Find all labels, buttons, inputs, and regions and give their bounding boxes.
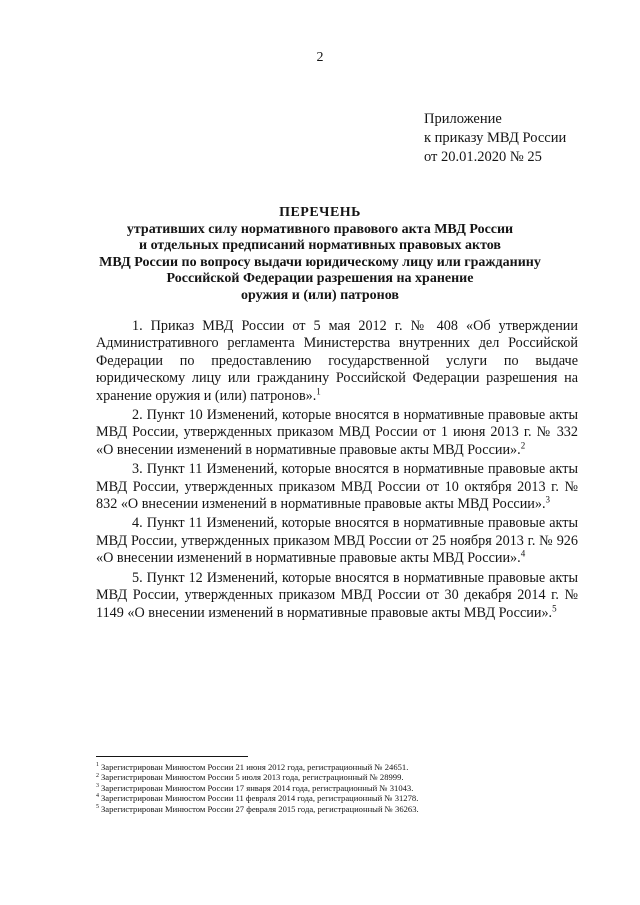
document-title: ПЕРЕЧЕНЬ [279,205,361,220]
document-title-block [0,205,640,304]
appendix-label: Приложение [424,111,502,127]
footnote-number: 4 [96,793,99,800]
list-item [96,318,578,405]
footnote-ref: 3 [545,494,551,505]
list-item [96,407,578,459]
list-item-text: 2. Пункт 10 Изменений, которые вносятся в нормативные правовые акты МВД России, утвержденных приказом МВД России от 1 июня 2013 г. № 332 «О внесении изменений в нормативные правовые акты МВД России». [96,407,578,458]
title-line: оружия и (или) патронов [241,287,399,303]
list-body [96,318,578,624]
page-number: 2 [316,50,324,65]
footnote-ref: 2 [520,440,526,451]
list-item-text: 3. Пункт 11 Изменений, которые вносятся в нормативные правовые акты МВД России, утвержденных приказом МВД России от 10 октября 2013 г. № 832 «О внесении изменений в нормативные правовые акты МВД России». [96,461,578,513]
footnote-number: 3 [96,782,99,789]
footnote [96,783,578,793]
footnote-text: Зарегистрирован Минюстом России 5 июля 2013 года, регистрационный № 28999. [101,772,404,783]
title-line: МВД России по вопросу выдачи юридическому лицу или гражданину [99,254,541,270]
footnote-number: 1 [96,762,99,769]
list-item [96,515,578,567]
title-line: Российской Федерации разрешения на хранение [166,271,474,286]
title-line: и отдельных предписаний нормативных правовых актов [139,238,501,253]
footnote-ref: 5 [552,602,557,613]
footnotes [96,762,578,814]
footnote-ref: 1 [316,385,321,396]
footnote [96,804,578,814]
footnote-text: Зарегистрирован Минюстом России 11 февраля 2014 года, регистрационный № 31278. [101,793,419,804]
footnote-text: Зарегистрирован Минюстом России 21 июня 2012 года, регистрационный № 24651. [101,762,409,772]
footnote-text: Зарегистрирован Минюстом России 17 января 2014 года, регистрационный № 31043. [101,782,414,793]
appendix-order-date: от 20.01.2020 № 25 [424,149,542,165]
footnote [96,772,578,782]
footnote [96,762,578,772]
list-item [96,461,578,513]
footnote [96,793,578,803]
list-item-text: 1. Приказ МВД России от 5 мая 2012 г. № 408 «Об утверждении Административного регламента Министерства внутренних дел Российской Федерации по предоставлению государственной услуги по выдаче юридическому лицу или гражданину Российской Федерации разрешения на хранение оружия и (или) патронов». [96,318,578,404]
footnote-text: Зарегистрирован Минюстом России 27 февраля 2015 года, регистрационный № 36263. [101,803,419,814]
footnote-ref: 4 [520,548,526,559]
appendix-block [424,110,566,167]
title-line: утративших силу нормативного правового акта МВД России [126,221,514,237]
footnote-divider [96,756,248,757]
appendix-order-ref: к приказу МВД России [424,130,567,146]
footnote-number: 2 [96,772,99,779]
list-item-text: 5. Пункт 12 Изменений, которые вносятся в нормативные правовые акты МВД России, утвержденных приказом МВД России от 30 декабря 2014 г. № 1149 «О внесении изменений в нормативные правовые акты МВД России». [96,569,578,621]
list-item-text: 4. Пункт 11 Изменений, которые вносятся в нормативные правовые акты МВД России, утвержденных приказом МВД России от 25 ноября 2013 г. № 926 «О внесении изменений в нормативные правовые акты МВД России». [96,515,578,567]
footnote-number: 5 [96,803,99,810]
list-item [96,570,578,622]
